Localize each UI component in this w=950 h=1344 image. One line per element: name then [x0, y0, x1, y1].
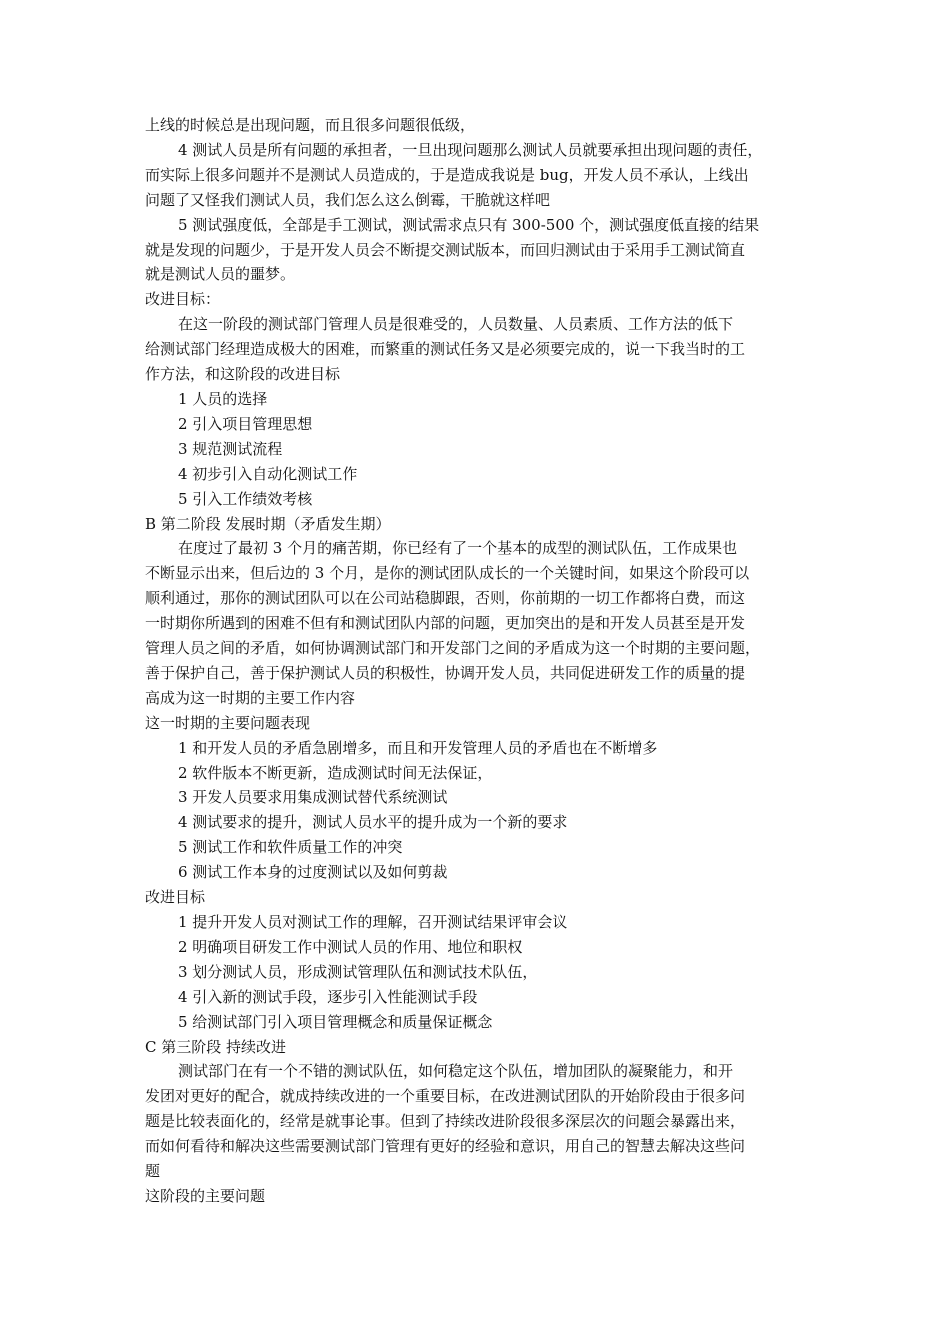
paragraph-line: 在度过了最初 3 个月的痛苦期，你已经有了一个基本的成型的测试队伍，工作成果也 [178, 539, 738, 558]
paragraph-line: 管理人员之间的矛盾，如何协调测试部门和开发部门之间的矛盾成为这一个时期的主要问题， [145, 639, 761, 658]
paragraph-line: 发团对更好的配合，就成持续改进的一个重要目标，在改进测试团队的开始阶段由于很多问 [145, 1087, 746, 1106]
paragraph [145, 1059, 813, 1184]
list-item: 1 和开发人员的矛盾急剧增多，而且和开发管理人员的矛盾也在不断增多 [178, 738, 658, 757]
section-heading: 改进目标： [145, 290, 221, 309]
section-heading: B 第二阶段 发展时期（矛盾发生期） [145, 514, 391, 533]
paragraph-line: 不断显示出来，但后边的 3 个月，是你的测试团队成长的一个关键时间，如果这个阶段可以 [145, 564, 750, 583]
list-item: 3 规范测试流程 [178, 439, 283, 458]
goal-list [145, 387, 813, 512]
list-item: 5 引入工作绩效考核 [178, 489, 313, 508]
problem-list [145, 736, 813, 885]
paragraph-line: 在这一阶段的测试部门管理人员是很难受的，人员数量、人员素质、工作方法的低下 [178, 315, 734, 334]
paragraph [145, 312, 813, 387]
paragraph-line: 4 测试人员是所有问题的承担者，一旦出现问题那么测试人员就要承担出现问题的责任， [178, 140, 763, 159]
list-item: 3 划分测试人员，形成测试管理队伍和测试技术队伍， [178, 962, 538, 981]
paragraph [145, 536, 813, 710]
section-heading: C 第三阶段 持续改进 [145, 1037, 287, 1056]
list-item: 1 人员的选择 [178, 389, 268, 408]
paragraph [145, 138, 813, 213]
paragraph-line: 5 测试强度低，全部是手工测试，测试需求点只有 300-500 个，测试强度低直接的结果 [178, 215, 760, 234]
section-heading: 这阶段的主要问题 [145, 1186, 266, 1205]
list-item: 6 测试工作本身的过度测试以及如何剪裁 [178, 863, 448, 882]
list-item: 3 开发人员要求用集成测试替代系统测试 [178, 788, 448, 807]
paragraph-line: 就是测试人员的噩梦。 [145, 265, 296, 284]
list-item: 2 明确项目研发工作中测试人员的作用、地位和职权 [178, 937, 523, 956]
paragraph-line: 善于保护自己，善于保护测试人员的积极性，协调开发人员，共同促进研发工作的质量的提 [145, 663, 746, 682]
paragraph-line: 测试部门在有一个不错的测试队伍，如何稳定这个队伍，增加团队的凝聚能力，和开 [178, 1062, 734, 1081]
paragraph-line: 而如何看待和解决这些需要测试部门管理有更好的经验和意识，用自己的智慧去解决这些问 [145, 1137, 746, 1156]
list-item: 4 引入新的测试手段，逐步引入性能测试手段 [178, 987, 478, 1006]
list-item: 4 初步引入自动化测试工作 [178, 464, 358, 483]
paragraph-line: 问题了又怪我们测试人员，我们怎么这么倒霉，干脆就这样吧 [145, 190, 551, 209]
document-page [145, 113, 813, 1209]
list-item: 4 测试要求的提升，测试人员水平的提升成为一个新的要求 [178, 813, 568, 832]
paragraph-line: 就是发现的问题少，于是开发人员会不断提交测试版本，而回归测试由于采用手工测试简直 [145, 240, 746, 259]
section-heading: 改进目标 [145, 888, 206, 907]
list-item: 5 给测试部门引入项目管理概念和质量保证概念 [178, 1012, 493, 1031]
paragraph-text: 上线的时候总是出现问题，而且很多问题很低级， [145, 116, 476, 134]
paragraph-line: 题 [145, 1162, 161, 1181]
paragraph-line: 给测试部门经理造成极大的困难，而繁重的测试任务又是必须要完成的，说一下我当时的工 [145, 340, 746, 359]
paragraph-line: 一时期你所遇到的困难不但有和测试团队内部的问题，更加突出的是和开发人员甚至是开发 [145, 614, 746, 633]
goal-list [145, 910, 813, 1035]
paragraph-line: 作方法，和这阶段的改进目标 [145, 365, 341, 384]
list-item: 2 引入项目管理思想 [178, 414, 313, 433]
list-item: 1 提升开发人员对测试工作的理解，召开测试结果评审会议 [178, 913, 568, 931]
list-item: 5 测试工作和软件质量工作的冲突 [178, 838, 403, 857]
section-heading: 这一时期的主要问题表现 [145, 713, 311, 732]
paragraph-line: 题是比较表面化的，经常是就事论事。但到了持续改进阶段很多深层次的问题会暴露出来， [145, 1112, 746, 1131]
paragraph-line: 而实际上很多问题并不是测试人员造成的，于是造成我说是 bug，开发人员不承认，上线出 [145, 165, 749, 184]
list-item: 2 软件版本不断更新，造成测试时间无法保证， [178, 763, 493, 782]
paragraph [145, 213, 813, 288]
paragraph-line: 顺利通过，那你的测试团队可以在公司站稳脚跟，否则，你前期的一切工作都将白费，而这 [145, 589, 746, 608]
paragraph-line: 高成为这一时期的主要工作内容 [145, 688, 356, 707]
